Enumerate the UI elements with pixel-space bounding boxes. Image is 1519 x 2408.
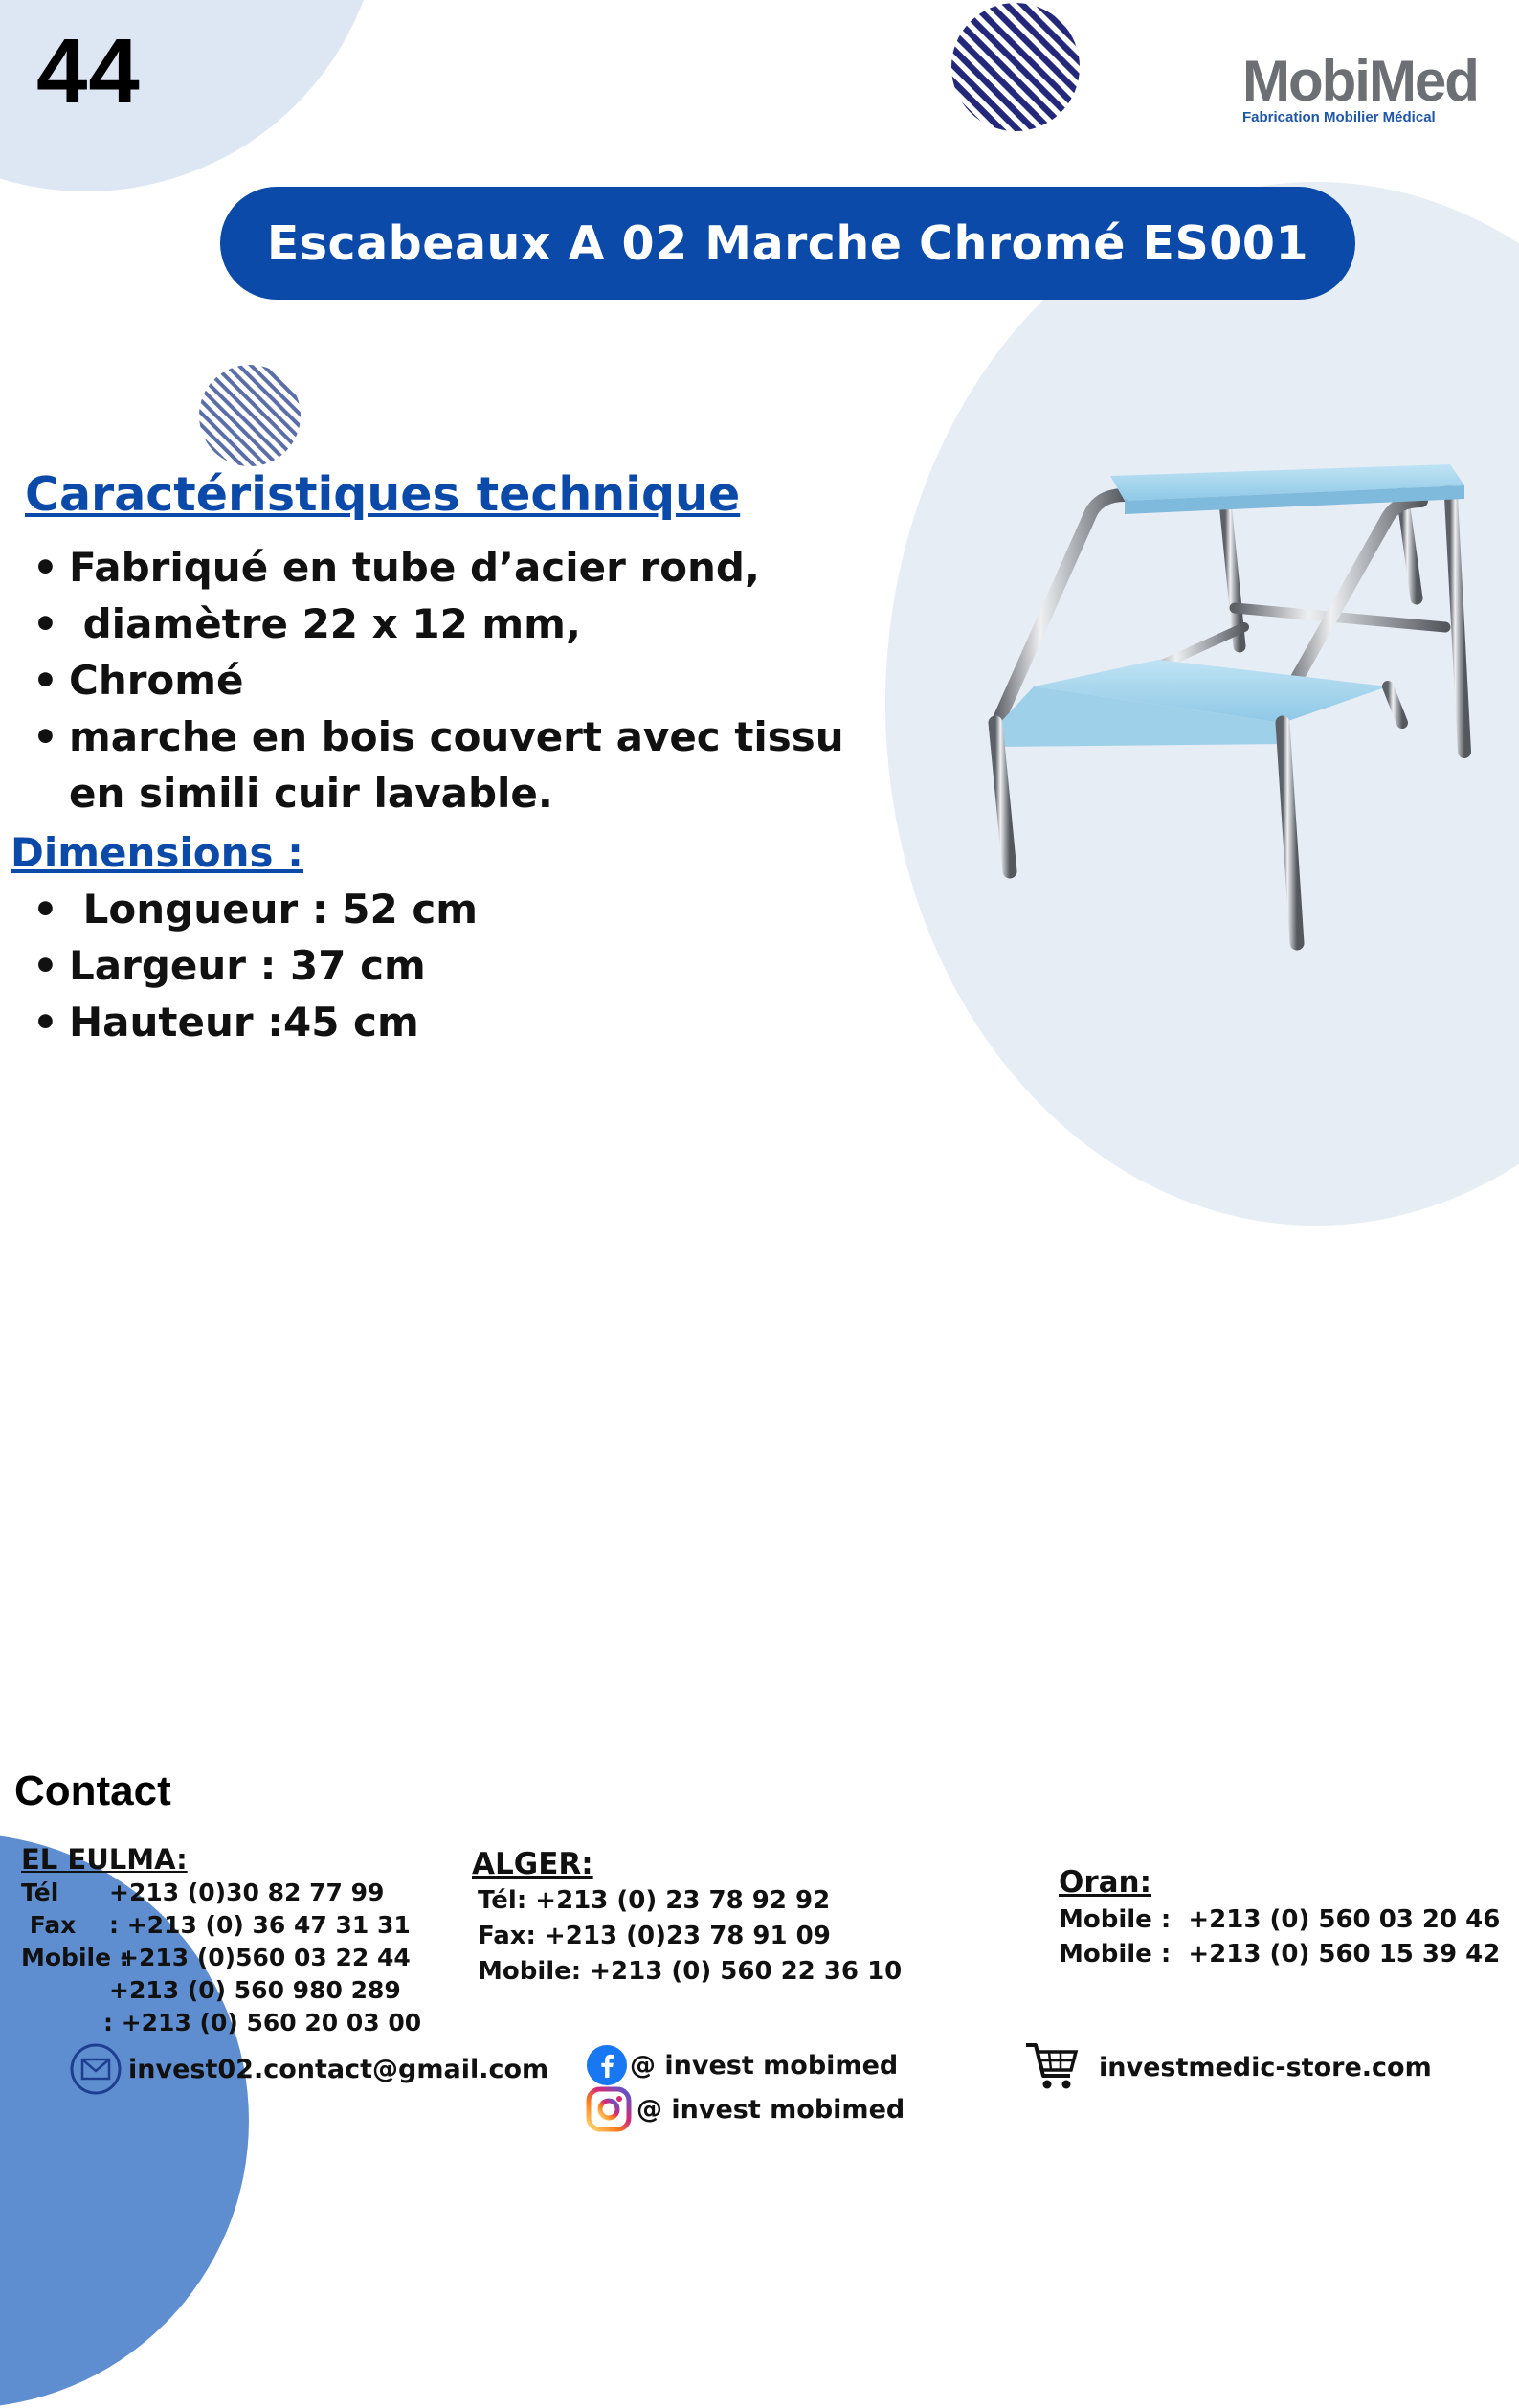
contact-line: Fax: +213 (0)23 78 91 09 [478,1922,831,1950]
brand-name: MobiMed [1242,49,1478,113]
contact-oran [1059,1862,1500,1971]
product-title: Escabeaux A 02 Marche Chromé ES001 [266,215,1309,271]
contact-el-eulma [21,1842,421,2039]
facebook-icon [586,2044,628,2086]
feature-item: • diamètre 22 x 12 mm, [29,596,890,652]
brand-tagline: Fabrication Mobilier Médical [1242,109,1436,125]
contact-line: Mobile : +213 (0)560 03 22 44 [21,1944,411,1971]
contact-instagram[interactable] [583,2083,905,2135]
contact-line: Mobile : +213 (0) 560 03 20 46 [1059,1905,1501,1934]
feature-item: • Fabriqué en tube d’acier rond, [29,539,890,596]
page-number: 44 [36,20,141,123]
contact-line: Fax : +213 (0) 36 47 31 31 [21,1911,411,1939]
product-image-step-stool [967,436,1493,981]
brand-logo [1242,49,1478,125]
city-el-eulma: EL EULMA: [21,1843,188,1876]
dimension-item: • Hauteur :45 cm [29,994,890,1050]
instagram-handle[interactable]: @ invest mobimed [637,2094,905,2125]
dimension-item: • Largeur : 37 cm [29,937,890,994]
decor-striped-circle-large [950,2,1081,132]
feature-item: • Chromé [29,652,890,709]
contact-title: Contact [14,1767,171,1814]
email-text[interactable]: invest02.contact@gmail.com [128,2054,549,2084]
website-link[interactable]: investmedic-store.com [1099,2052,1432,2082]
contact-alger [472,1845,902,1990]
contact-line: +213 (0) 560 980 289 [109,1976,401,2004]
contact-line: Tél: +213 (0) 23 78 92 92 [478,1886,831,1915]
facebook-handle[interactable]: @ invest mobimed [630,2050,899,2081]
cart-icon [1022,2039,1082,2095]
contact-line: Mobile : +213 (0) 560 15 39 42 [1059,1940,1501,1969]
instagram-icon [583,2083,635,2135]
city-alger: ALGER: [472,1847,593,1881]
features-heading: Caractéristiques technique [25,467,741,522]
dimension-item: • Longueur : 52 cm [29,881,890,937]
contact-website[interactable] [1022,2039,1432,2095]
features-list [29,539,890,821]
contact-facebook[interactable] [586,2044,898,2086]
contact-line: : +213 (0) 560 20 03 00 [103,2009,422,2037]
dimensions-heading: Dimensions : [11,829,303,876]
contact-email[interactable] [69,2042,548,2096]
feature-item: • marche en bois couvert avec tissu en simili cuir lavable. [29,709,892,821]
mail-icon [69,2042,123,2096]
city-oran: Oran: [1059,1865,1152,1900]
contact-line: Mobile: +213 (0) 560 22 36 10 [478,1957,903,1986]
decor-striped-circle-small [198,364,302,467]
contact-line: Tél +213 (0)30 82 77 99 [21,1879,385,1906]
product-title-banner [220,187,1355,300]
dimensions-list [29,881,890,1050]
